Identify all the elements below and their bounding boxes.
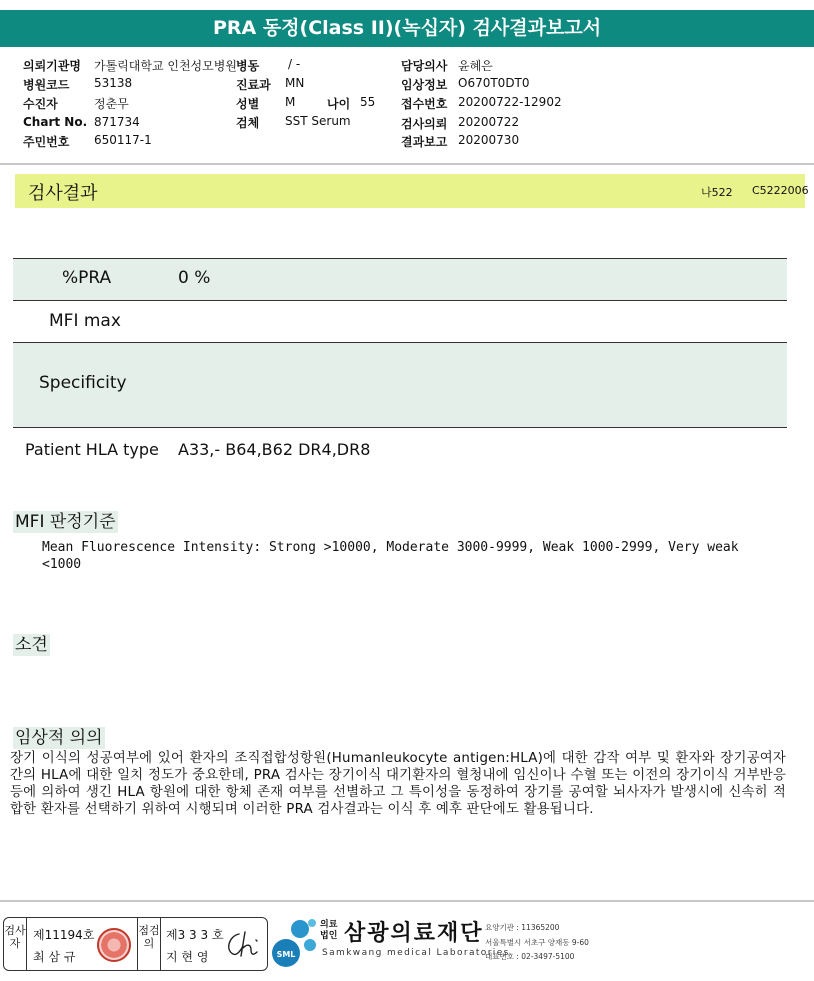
specimen-value: SST Serum — [285, 114, 351, 128]
checker-license: 제3 3 3 호 — [166, 928, 224, 942]
specificity-label: Specificity — [39, 373, 127, 393]
chart-label: Chart No. — [23, 115, 88, 129]
rrn-value: 650117-1 — [94, 133, 152, 147]
patient-value: 정춘무 — [94, 97, 129, 111]
hospital-code-value: 53138 — [94, 76, 133, 90]
report-title: PRA 동정(Class II)(녹십자) 검사결과보고서 — [0, 10, 814, 47]
specificity-row-fill — [13, 343, 787, 427]
mfi-criteria-heading: MFI 판정기준 — [15, 512, 116, 532]
opinion-heading: 소견 — [15, 635, 48, 655]
tester-name: 최 삼 규 — [33, 950, 76, 964]
age-label: 나이 — [327, 97, 351, 111]
institution-label: 의뢰기관명 — [23, 59, 81, 73]
box-divider — [26, 918, 27, 970]
receipt-label: 접수번호 — [401, 97, 448, 111]
result-code-2: C5222006 — [752, 184, 809, 197]
signature-image — [223, 928, 261, 960]
care-code: 요양기관 : 11365200 — [485, 923, 560, 932]
checker-label: 점검의 — [138, 924, 160, 950]
signature-box — [3, 917, 268, 971]
clinical-significance-heading: 임상적 의의 — [15, 728, 103, 748]
mfi-max-label: MFI max — [49, 311, 121, 331]
org-address: 서울특별시 서초구 양재동 9-60 — [485, 938, 589, 947]
hla-type-value: A33,- B64,B62 DR4,DR8 — [178, 440, 371, 459]
sex-label: 성별 — [236, 97, 260, 111]
doctor-value: 윤혜은 — [458, 59, 493, 73]
pra-row-fill — [13, 258, 787, 300]
hospital-code-label: 병원코드 — [23, 78, 70, 92]
org-phone: 대표번호 : 02-3497-5100 — [485, 952, 575, 961]
top-divider — [0, 163, 814, 165]
receipt-value: 20200722-12902 — [458, 95, 562, 109]
report-date-label: 결과보고 — [401, 135, 448, 149]
department-value: MN — [285, 76, 305, 90]
result-header-bar — [15, 174, 809, 208]
pra-label: %PRA — [62, 268, 112, 288]
ward-value: / - — [288, 57, 301, 71]
mfi-criteria-line-1: Mean Fluorescence Intensity: Strong >10000, Moderate 3000-9999, Weak 1000-2999, Very weak — [42, 540, 739, 555]
seal-stamp — [97, 928, 131, 962]
patient-label: 수진자 — [23, 97, 58, 111]
age-value: 55 — [360, 95, 376, 109]
request-value: 20200722 — [458, 115, 520, 129]
mfi-criteria-line-2: <1000 — [42, 557, 82, 572]
request-label: 검사의뢰 — [401, 117, 448, 131]
org-name: 삼광의료재단 — [344, 921, 484, 946]
box-divider — [160, 918, 161, 970]
hla-type-label: Patient HLA type — [25, 440, 159, 459]
tester-license: 제11194호 — [33, 928, 95, 942]
institution-value: 가톨릭대학교 인천성모병원 — [94, 59, 237, 73]
department-label: 진료과 — [236, 78, 271, 92]
checker-name: 지 현 영 — [166, 950, 209, 964]
clinical-significance-text: 장기 이식의 성공여부에 있어 환자의 조직접합성항원(Humanleukocyte antigen:HLA)에 대한 감작 여부 및 환자와 장기공여자간의 HLA에 대한 일치 정도가 중요한데, PRA 검사는 장기이식 대기환자의 혈청내에 임신이나 수혈 또는 이전의 장기이식 거부반응 등에 의하여 생긴 HLA 항원에 대한 항체 존재 여부를 선별하고 그 특이성을 동정하여 장기를 공여할 뇌사자가 발생시에 신속히 적합한 환자를 선택하기 위하여 시행되며 이러한 PRA 검사결과는 이식 후 예후 판단에도 활용됩니다. — [10, 751, 786, 817]
table-line — [13, 258, 787, 259]
pra-value: 0 % — [178, 268, 211, 288]
org-type: 의료법인 — [320, 920, 338, 941]
result-header-title: 검사결과 — [28, 183, 98, 204]
ward-label: 병동 — [236, 59, 260, 73]
org-english-name: Samkwang medical Laboratories — [322, 948, 510, 958]
bottom-divider — [0, 900, 814, 902]
specimen-label: 검체 — [236, 116, 260, 130]
result-code-1: 나522 — [701, 186, 733, 199]
clinical-info-label: 임상정보 — [401, 78, 448, 92]
tester-label: 검사자 — [4, 924, 26, 950]
logo-text: SML — [276, 950, 296, 959]
doctor-label: 담당의사 — [401, 59, 448, 73]
clinical-info-value: O670T0DT0 — [458, 76, 530, 90]
sex-value: M — [285, 95, 296, 109]
chart-value: 871734 — [94, 115, 140, 129]
rrn-label: 주민번호 — [23, 135, 70, 149]
table-line — [13, 342, 787, 343]
table-line — [13, 427, 787, 428]
mfi-criteria-text — [42, 539, 739, 573]
sml-logo-icon — [270, 915, 320, 969]
report-date-value: 20200730 — [458, 133, 520, 147]
table-line — [13, 300, 787, 301]
